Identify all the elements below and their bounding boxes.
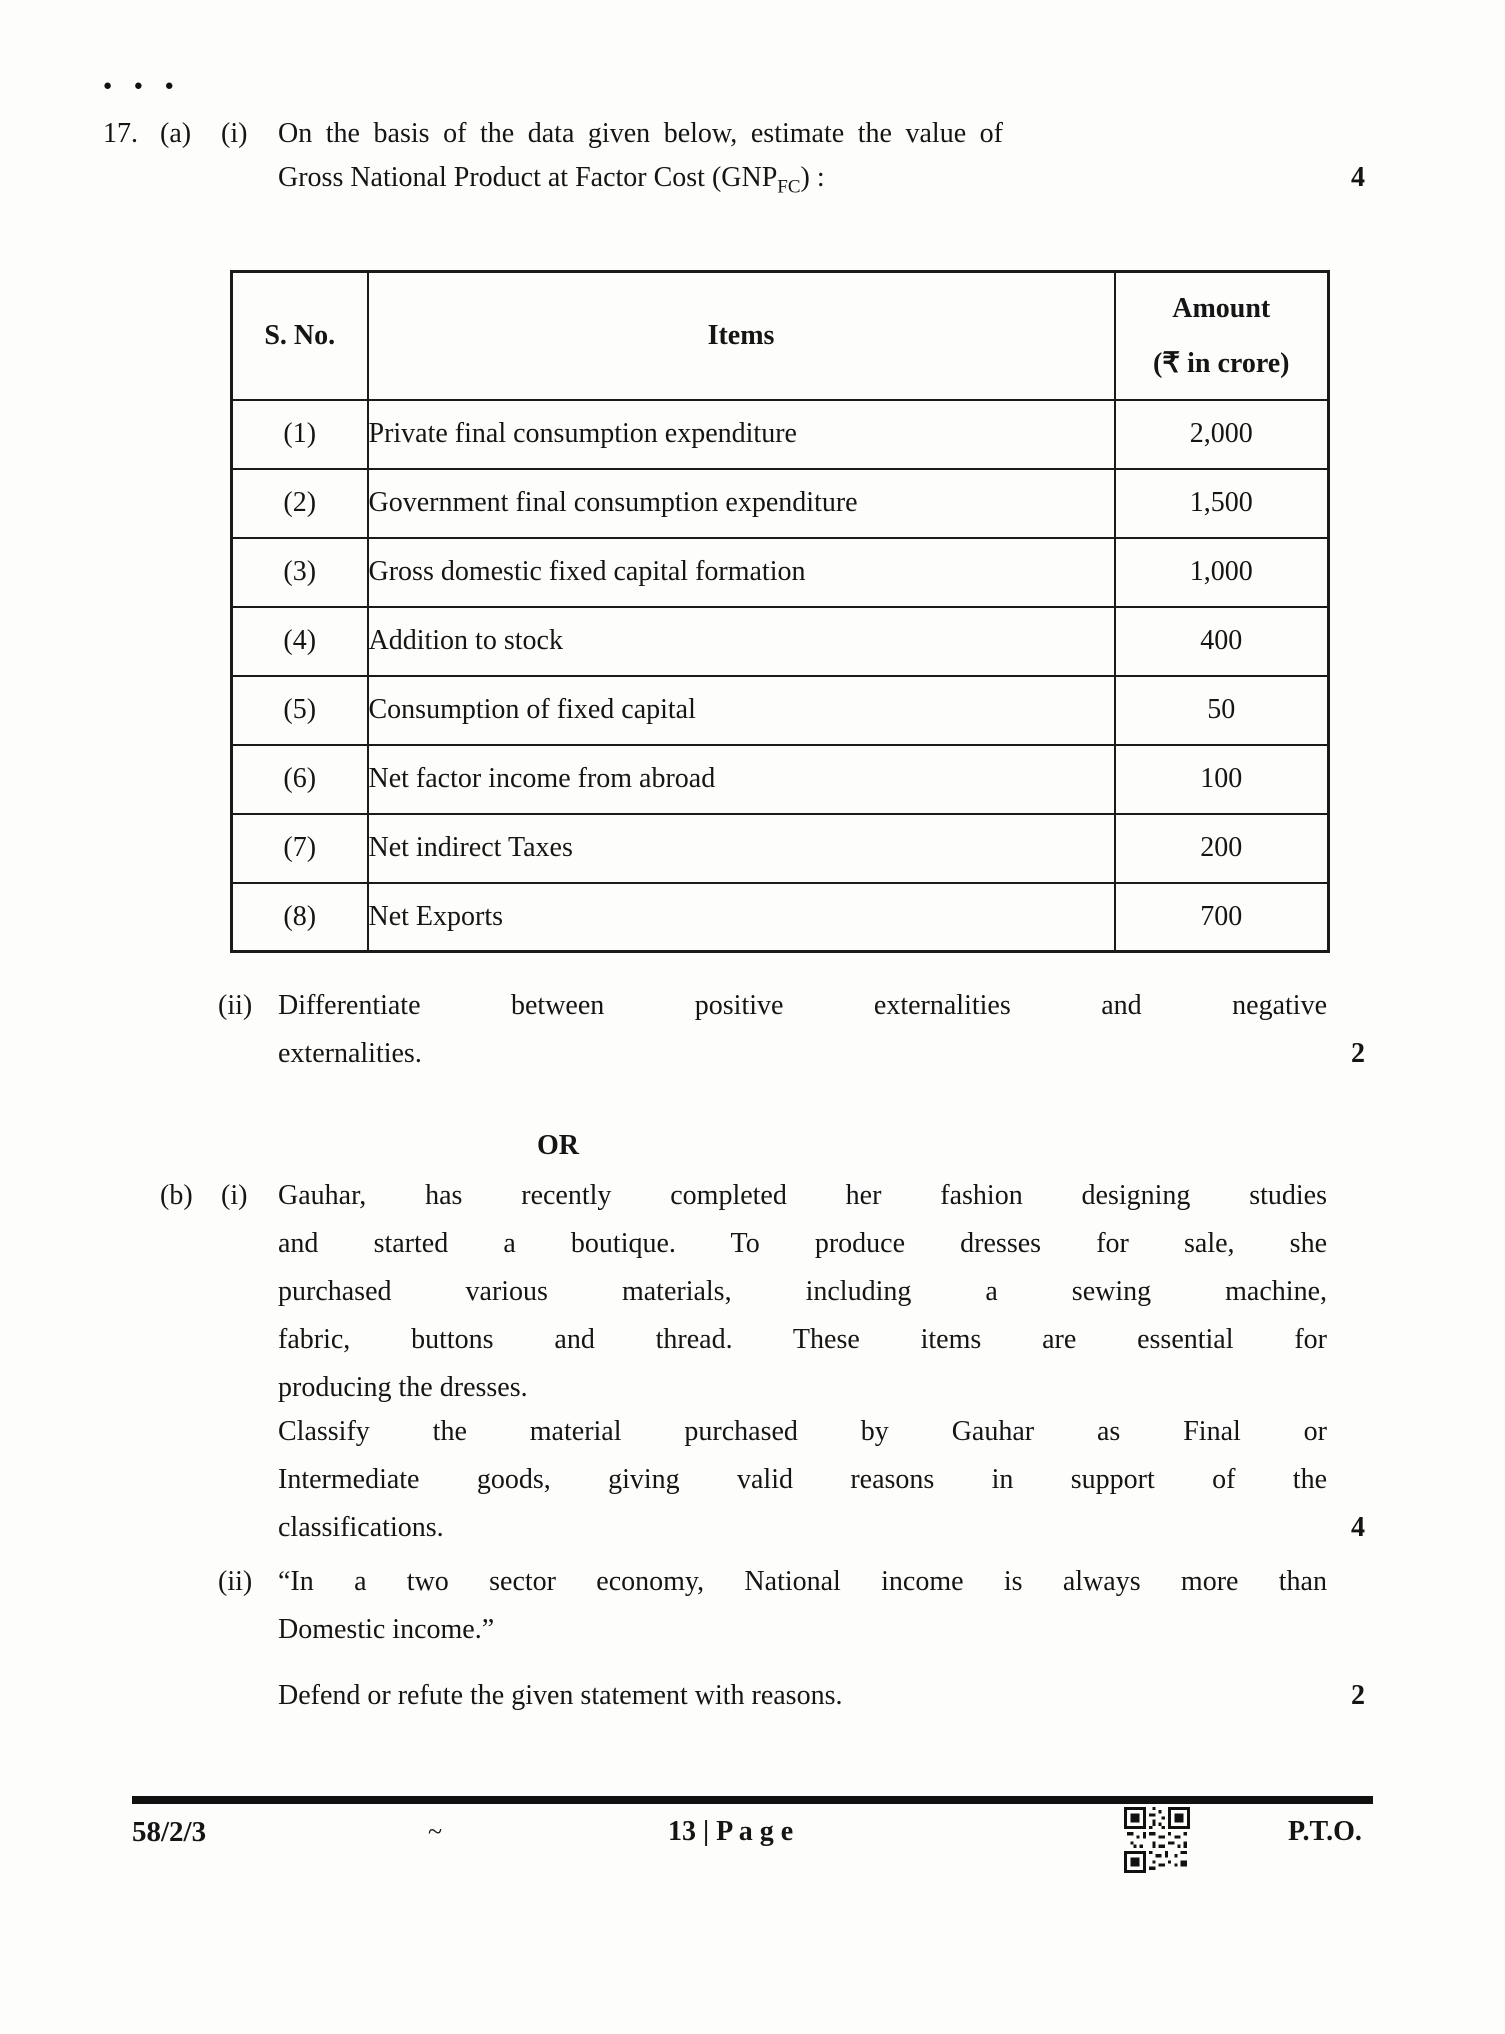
- row-amount: 700: [1115, 883, 1329, 952]
- question-text-line: Classify the material purchased by Gauhar as Final or: [278, 1416, 1327, 1447]
- amount-header-line2: (₹ in crore): [1152, 347, 1290, 379]
- ellipsis-dots-icon: ● ● ●: [103, 78, 174, 94]
- row-sno: (6): [232, 745, 368, 814]
- part-b-ii-label: (ii): [218, 1566, 253, 1597]
- part-b-label: (b): [160, 1180, 193, 1211]
- question-text-line: Defend or refute the given statement with reasons.: [278, 1680, 843, 1711]
- table-header-row: [232, 272, 1329, 400]
- question-text-line: “In a two sector economy, National income is always more than: [278, 1566, 1327, 1597]
- row-item: Net Exports: [368, 883, 1115, 952]
- pto-label: P.T.O.: [1288, 1816, 1362, 1847]
- question-number: 17.: [103, 118, 138, 149]
- part-a-label: (a): [160, 118, 192, 149]
- row-sno: (4): [232, 607, 368, 676]
- footer-tilde: ~: [428, 1817, 443, 1846]
- question-text-line: externalities.: [278, 1038, 422, 1069]
- question-text-line: and started a boutique. To produce dresses for sale, she: [278, 1228, 1327, 1259]
- row-sno: (5): [232, 676, 368, 745]
- question-b-i-para1: [278, 1172, 1327, 1412]
- gnp-suffix: ) :: [800, 162, 825, 193]
- row-item: Private final consumption expenditure: [368, 400, 1115, 469]
- table-row: [232, 745, 1329, 814]
- table-row: [232, 538, 1329, 607]
- question-text-line: producing the dresses.: [278, 1372, 528, 1403]
- row-item: Gross domestic fixed capital formation: [368, 538, 1115, 607]
- question-text-line: purchased various materials, including a sewing machine,: [278, 1276, 1327, 1307]
- marks-b-ii: 2: [1351, 1680, 1365, 1711]
- marks-b-i: 4: [1351, 1512, 1365, 1543]
- row-item: Consumption of fixed capital: [368, 676, 1115, 745]
- gnp-text: Gross National Product at Factor Cost (GNP: [278, 162, 778, 193]
- table-row: [232, 400, 1329, 469]
- question-a-ii-text: [278, 982, 1327, 1078]
- qr-code: [1124, 1804, 1190, 1876]
- question-text-line: classifications.: [278, 1512, 444, 1543]
- question-text-line: [278, 156, 1003, 200]
- part-a-ii-label: (ii): [218, 990, 253, 1021]
- question-a-i-text: [278, 112, 1003, 200]
- row-item: Government final consumption expenditure: [368, 469, 1115, 538]
- row-sno: (8): [232, 883, 368, 952]
- page-number: 13 | P a g e: [668, 1816, 794, 1847]
- question-text-line: fabric, buttons and thread. These items are essential for: [278, 1324, 1327, 1355]
- question-text-line: Intermediate goods, giving valid reasons in support of the: [278, 1464, 1327, 1495]
- row-sno: (2): [232, 469, 368, 538]
- paper-code: 58/2/3: [132, 1816, 207, 1848]
- row-sno: (1): [232, 400, 368, 469]
- question-b-ii-closing: [278, 1672, 1327, 1720]
- data-table: [230, 270, 1330, 953]
- row-amount: 50: [1115, 676, 1329, 745]
- gnp-subscript: FC: [777, 176, 801, 198]
- part-b-i-label: (i): [221, 1180, 248, 1211]
- row-amount: 2,000: [1115, 400, 1329, 469]
- col-header-sno: S. No.: [232, 272, 368, 400]
- row-item: Addition to stock: [368, 607, 1115, 676]
- question-text-line: On the basis of the data given below, estimate the value of: [278, 118, 1003, 149]
- question-b-i-para2: [278, 1408, 1327, 1552]
- row-amount: 400: [1115, 607, 1329, 676]
- footer-rule: [132, 1796, 1373, 1804]
- col-header-items: Items: [368, 272, 1115, 400]
- row-amount: 100: [1115, 745, 1329, 814]
- marks-a-ii: 2: [1351, 1038, 1365, 1069]
- table-row: [232, 676, 1329, 745]
- question-b-ii-quote: [278, 1558, 1327, 1654]
- row-sno: (7): [232, 814, 368, 883]
- question-text-line: Domestic income.”: [278, 1614, 495, 1645]
- row-amount: 200: [1115, 814, 1329, 883]
- row-amount: 1,000: [1115, 538, 1329, 607]
- table-row: [232, 883, 1329, 952]
- table-row: [232, 469, 1329, 538]
- marks-a-i: 4: [1351, 162, 1365, 193]
- or-separator: OR: [537, 1130, 579, 1161]
- table-row: [232, 814, 1329, 883]
- question-text-line: Gauhar, has recently completed her fashion designing studies: [278, 1180, 1327, 1211]
- amount-header-line1: Amount: [1172, 292, 1271, 324]
- question-text-line: Differentiate between positive externalities and negative: [278, 990, 1327, 1021]
- part-a-i-label: (i): [221, 118, 248, 149]
- row-sno: (3): [232, 538, 368, 607]
- row-item: Net indirect Taxes: [368, 814, 1115, 883]
- row-amount: 1,500: [1115, 469, 1329, 538]
- row-item: Net factor income from abroad: [368, 745, 1115, 814]
- col-header-amount: [1115, 272, 1329, 400]
- table-row: [232, 607, 1329, 676]
